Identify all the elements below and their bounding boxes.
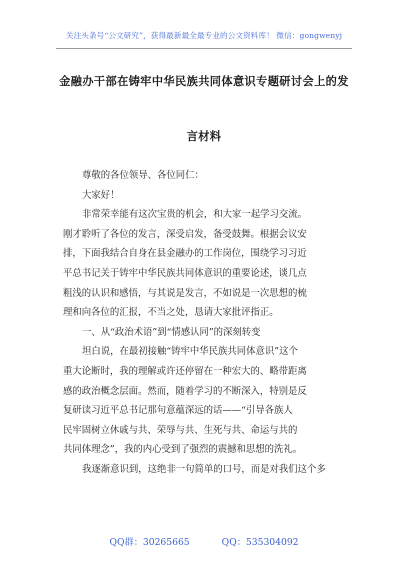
body-line: 感的政治概念层面。然而，随着学习的不断深入，特别是反 bbox=[63, 385, 307, 397]
body-line: 刚才聆听了各位的发言，深受启发，备受鼓舞。根据会议安 bbox=[63, 228, 307, 240]
body-line: 粗浅的认识和感悟，与其说是发言，不如说是一次思想的梳 bbox=[63, 287, 307, 299]
body-line: 民牢固树立休戚与共、荣辱与共、生死与共、命运与共的 bbox=[63, 424, 298, 436]
body-line: 坦白说，在最初接触“铸牢中华民族共同体意识”这个 bbox=[82, 346, 298, 358]
footer-qq-group: QQ群：30265665 bbox=[109, 537, 190, 548]
body-line: 理和向各位的汇报，不当之处，恳请大家批评指正。 bbox=[63, 307, 279, 319]
body-line: 平总书记关于铸牢中华民族共同体意识的重要论述，谈几点 bbox=[63, 267, 307, 279]
body-line: 我逐渐意识到，这绝非一句简单的口号，而是对我们这个多 bbox=[82, 463, 326, 475]
body-line: 重大论断时，我的理解或许还停留在一种宏大的、略带距离 bbox=[63, 365, 307, 377]
header-divider bbox=[56, 48, 352, 49]
body-line: 共同体理念”，我的内心受到了强烈的震撼和思想的洗礼。 bbox=[63, 444, 303, 456]
body-line: 排，下面我结合自身在县金融办的工作岗位，围绕学习习近 bbox=[63, 248, 307, 260]
greeting: 大家好！ bbox=[82, 189, 120, 201]
header-note: 关注头条号“公文研究”，获得最新最全最专业的公文资料库！ 微信：gongwenyj bbox=[65, 31, 343, 40]
body-line: 非常荣幸能有这次宝贵的机会，和大家一起学习交流。 bbox=[82, 209, 308, 221]
document-title-line-2: 言材料 bbox=[186, 129, 222, 143]
footer-qq: QQ：535304092 bbox=[221, 537, 299, 548]
body-line: 复研读习近平总书记那句意蕴深远的话——“引导各族人 bbox=[63, 405, 293, 417]
document-title-line-1: 金融办干部在铸牢中华民族共同体意识专题研讨会上的发 bbox=[59, 74, 349, 88]
document-body bbox=[63, 166, 346, 480]
salutation: 尊敬的各位领导、各位同仁： bbox=[82, 170, 204, 181]
footer-contact bbox=[0, 534, 408, 548]
section-heading: 一、从“政治术语”到“情感认同”的深刻转变 bbox=[82, 326, 261, 338]
